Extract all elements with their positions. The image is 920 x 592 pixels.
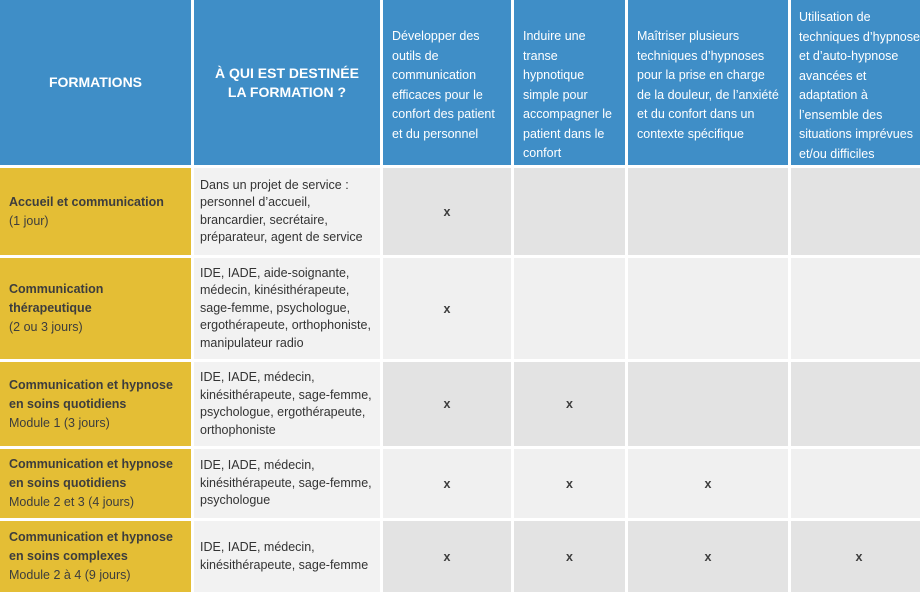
formation-name-line2: en soins quotidiens [9,476,127,490]
mark-cell [791,258,920,359]
mark-cell [791,449,920,518]
formation-name: Communication et hypnose [9,457,173,471]
mark-cell: x [383,168,511,255]
mark-cell [628,168,788,255]
mark-cell: x [791,521,920,592]
mark-cell [514,258,625,359]
formation-name: Communication thérapeutique [9,282,104,315]
header-formations-label: FORMATIONS [48,74,143,90]
formation-duration: Module 2 à 4 (9 jours) [9,568,131,582]
formation-cell [0,362,191,446]
mark-cell: x [628,521,788,592]
formation-cell [0,521,191,592]
mark-cell: x [383,521,511,592]
formation-name: Communication et hypnose [9,530,173,544]
formation-cell [0,258,191,359]
audience-cell [194,362,380,446]
formation-duration: Module 2 et 3 (4 jours) [9,495,135,509]
audience-cell [194,449,380,518]
formation-duration: (1 jour) [9,213,49,228]
formation-cell [0,168,191,255]
header-formations [0,0,191,165]
formation-name-line2: en soins quotidiens [9,396,127,411]
mark-cell [628,258,788,359]
header-destinee [194,0,380,165]
mark-cell [514,168,625,255]
mark-cell [628,362,788,446]
header-objective-4: Utilisation de techniques d’hypnose et d’auto-hypnose avancées et adaptation à l’ensemble des situations imprévues et/ou difficiles [791,0,920,165]
formation-name: Accueil et communication [9,194,164,209]
mark-cell: x [383,362,511,446]
mark-cell [791,362,920,446]
header-destinee-line1: À QUI EST DESTINÉE [215,64,359,81]
formation-duration: Module 1 (3 jours) [9,415,110,430]
header-destinee-line2: LA FORMATION ? [227,83,347,100]
mark-cell: x [514,362,625,446]
mark-cell: x [514,449,625,518]
audience-text: Dans un projet de service : personnel d’accueil, brancardier, secrétaire, préparateur, agent de service [200,177,363,244]
mark-cell: x [383,258,511,359]
audience-cell [194,168,380,255]
mark-cell [791,168,920,255]
audience-text: IDE, IADE, aide-soignante, médecin, kinésithérapeute, sage-femme, psychologue, ergothérapeute, orthophoniste, manipulateur radio [200,265,371,350]
header-objective-1: Développer des outils de communication efficaces pour le confort des patient et du personnel [383,0,511,165]
formation-cell [0,449,191,518]
formation-name: Communication et hypnose [9,377,173,392]
audience-text: IDE, IADE, médecin, kinésithérapeute, sage-femme, psychologue, ergothérapeute, orthophoniste [200,370,372,437]
header-objective-3: Maîtriser plusieurs techniques d’hypnoses pour la prise en charge de la douleur, de l’anxiété et du confort dans un contexte spécifique [628,0,788,165]
mark-cell: x [628,449,788,518]
audience-text: IDE, IADE, médecin, kinésithérapeute, sage-femme [200,540,369,572]
audience-text: IDE, IADE, médecin, kinésithérapeute, sage-femme, psychologue [200,458,372,508]
mark-cell: x [383,449,511,518]
audience-cell [194,258,380,359]
formation-duration: (2 ou 3 jours) [9,320,83,334]
header-objective-2: Induire une transe hypnotique simple pour accompagner le patient dans le confort [514,0,625,165]
mark-cell: x [514,521,625,592]
formation-name-line2: en soins complexes [9,549,128,563]
audience-cell [194,521,380,592]
